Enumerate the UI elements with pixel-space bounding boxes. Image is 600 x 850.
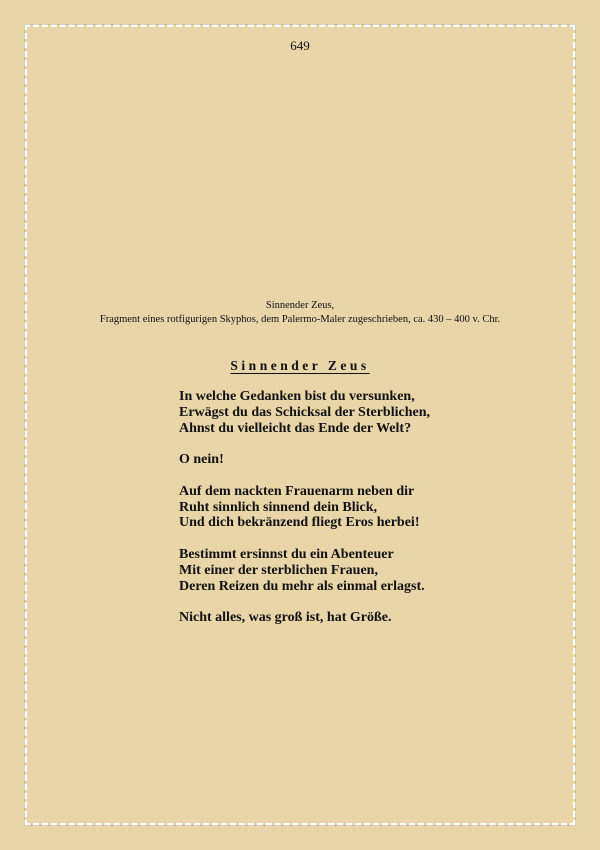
poem-line: O nein! bbox=[179, 452, 224, 468]
poem-line: In welche Gedanken bist du versunken, bbox=[179, 389, 415, 404]
page-number: 649 bbox=[290, 38, 310, 53]
caption-line-title: Sinnender Zeus, bbox=[265, 300, 335, 311]
poem-line: Bestimmt ersinnst du ein Abenteuer bbox=[179, 546, 394, 562]
poem-line: Deren Reizen du mehr als einmal erlagst. bbox=[179, 578, 425, 594]
poem-body bbox=[179, 389, 559, 642]
poem-stanza-3 bbox=[179, 484, 559, 531]
poem-line: Ahnst du vielleicht das Ende der Welt? bbox=[179, 420, 412, 436]
poem-line: Ruht sinnlich sinnend dein Blick, bbox=[179, 499, 378, 515]
caption-line-description: Fragment eines rotfigurigen Skyphos, dem Palermo-Maler zugeschrieben, ca. 430 – 400 v. Chr. bbox=[99, 314, 501, 325]
poem-line: Erwägst du das Schicksal der Sterblichen, bbox=[179, 404, 430, 420]
poem-stanza-4 bbox=[179, 547, 559, 594]
poem-title: Sinnender Zeus bbox=[230, 358, 370, 373]
poem-line: Nicht alles, was groß ist, hat Größe. bbox=[179, 610, 392, 626]
poem-line: Auf dem nackten Frauenarm neben dir bbox=[179, 483, 415, 499]
image-caption bbox=[0, 299, 600, 327]
poem-stanza-5 bbox=[179, 610, 559, 626]
poem-stanza-2 bbox=[179, 452, 559, 468]
poem-stanza-1 bbox=[179, 389, 559, 436]
poem-line: Und dich bekränzend fliegt Eros herbei! bbox=[179, 515, 420, 531]
poem-line: Mit einer der sterblichen Frauen, bbox=[179, 562, 378, 578]
